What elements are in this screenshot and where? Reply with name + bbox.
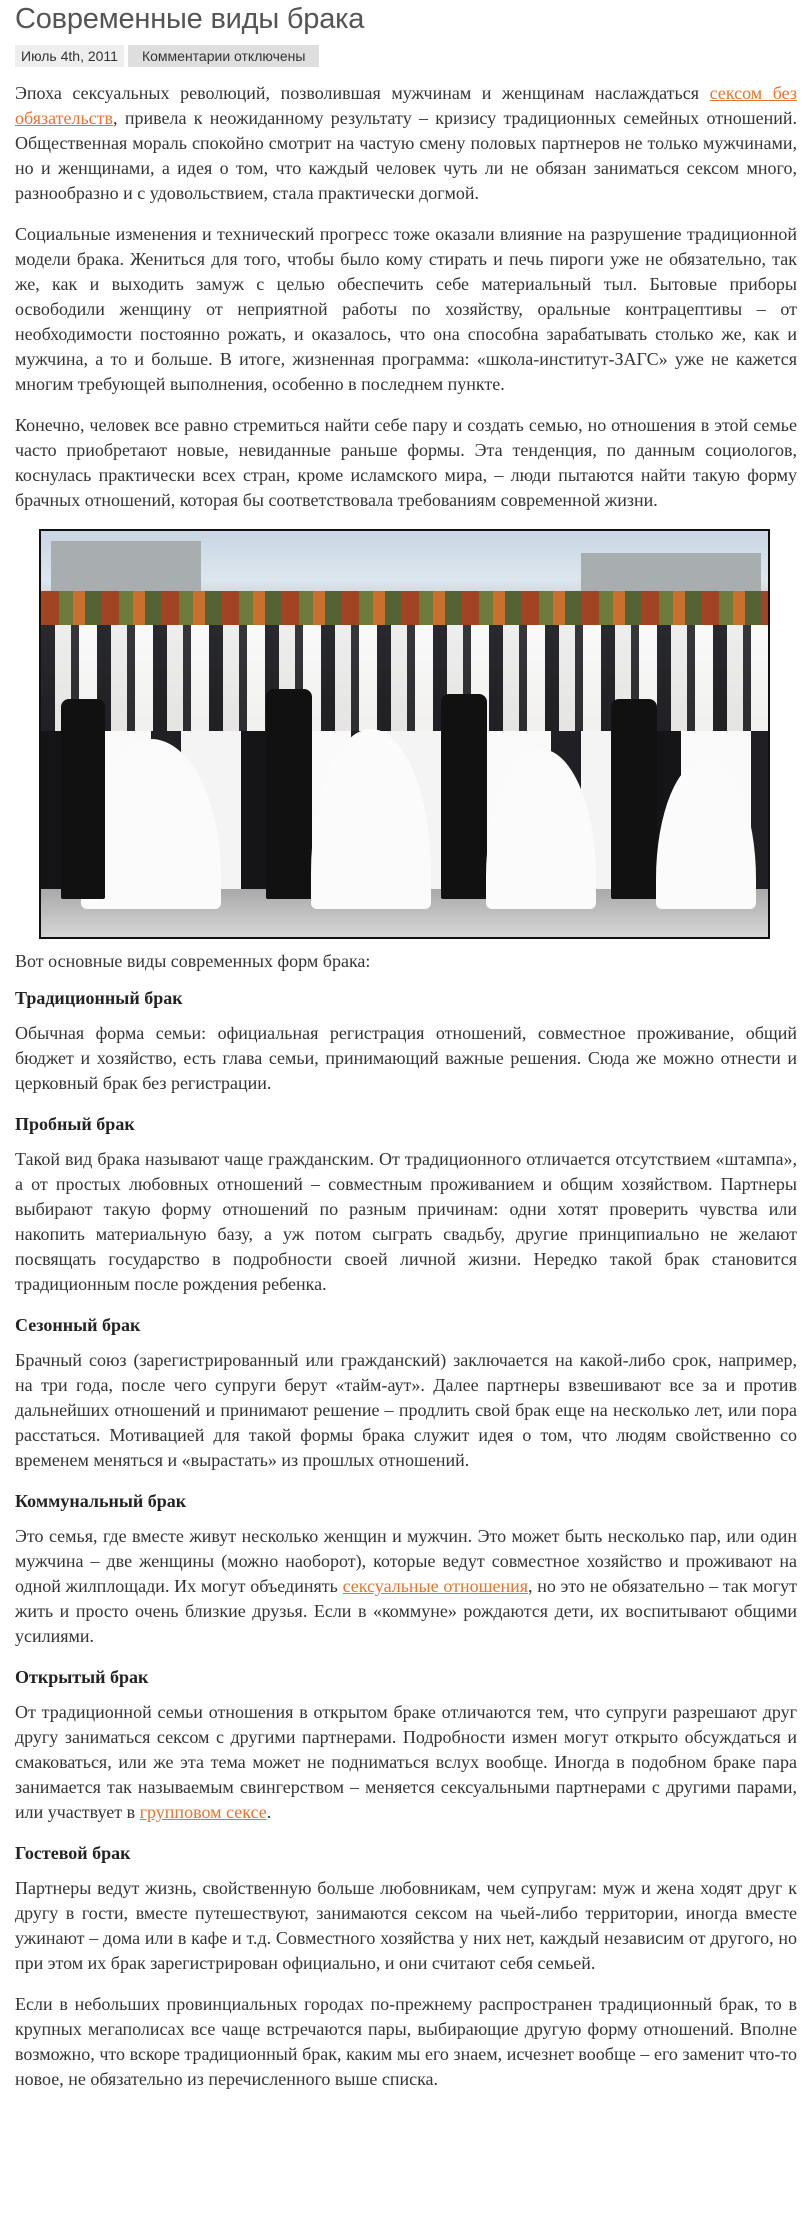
- list-intro: Вот основные виды современных форм брака:: [15, 951, 371, 971]
- section-heading: Открытый брак: [15, 1667, 149, 1687]
- closing-paragraph: Если в небольших провинциальных городах по-прежнему распространен традиционный брак, то в крупных мегаполисах все чаще встречаются пары, выбирающие другую форму отношений. Вполне возможно, что вскоре традиционный брак, каким мы его знаем, исчезнет вообще – его заменит что-то новое, не обязательно из перечисленного выше списка.: [15, 1994, 797, 2089]
- section-text: Брачный союз (зарегистрированный или гражданский) заключается на какой-либо срок, например, на три года, после чего супруги берут «тайм-аут». Далее партнеры взвешивают все за и против дальнейших отношений и принимают решение – продлить свой брак еще на несколько лет, или пора расстаться. Мотивацией для такой формы брака служит идея о том, что людям свойственно со временем меняться и «вырастать» из прошлых отношений.: [15, 1350, 797, 1470]
- paragraph-text: Эпоха сексуальных революций, позволившая мужчинам и женщинам наслаждаться: [15, 83, 710, 103]
- section-text: Такой вид брака называют чаще гражданским. От традиционного отличается отсутствием «штампа», а от простых любовных отношений – совместным проживанием и общим хозяйством. Партнеры выбирают такую форму отношений по разным причинам: одни хотят проверить чувства или накопить материальную базу, а уж потом сыграть свадьбу, другие принципиально не желают посвящать государство в подробности своей личной жизни. Нередко такой брак становится традиционным после рождения ребенка.: [15, 1149, 797, 1294]
- page-title: Современные виды брака: [15, 3, 365, 35]
- paragraph-text: Это семья, где вместе живут несколько женщин и мужчин. Это может быть несколько пар, или один мужчина – две женщины (можно наоборот), которые ведут совместное хозяйство и проживают на одной жилплощади. Их могут объединять: [15, 1526, 797, 1596]
- section-text: [15, 1700, 797, 1825]
- sexual-relations-link[interactable]: сексуальные отношения: [342, 1576, 529, 1596]
- suit-shape: [266, 689, 312, 899]
- section-text: Обычная форма семьи: официальная регистрация отношений, совместное проживание, общий бюджет и хозяйство, есть глава семьи, принимающий важные решения. Сюда же можно отнести и церковный брак без регистрации.: [15, 1023, 797, 1093]
- section-heading: Гостевой брак: [15, 1843, 131, 1863]
- section-heading: Традиционный брак: [15, 988, 183, 1008]
- section-open: [15, 1665, 797, 1825]
- building-shape: [51, 541, 201, 596]
- section-communal: [15, 1489, 797, 1649]
- suit-shape: [611, 699, 657, 899]
- section-heading: Пробный брак: [15, 1114, 135, 1134]
- section-trial: [15, 1112, 797, 1297]
- section-text: Партнеры ведут жизнь, свойственную больше любовникам, чем супругам: муж и жена ходят друг к другу в гости, вместе путешествуют, занимаются сексом на чьей-либо территории, иногда вместе ужинают – дома или в кафе и т.д. Совместного хозяйства у них нет, каждый независим от другого, но при этом их брак зарегистрирован официально, и они считают себя семьей.: [15, 1878, 797, 1973]
- group-sex-link[interactable]: групповом сексе: [139, 1802, 267, 1822]
- suit-shape: [441, 694, 487, 899]
- section-heading: Коммунальный брак: [15, 1491, 187, 1511]
- marriage-types-list: [15, 986, 797, 1976]
- section-heading: Сезонный брак: [15, 1315, 141, 1335]
- trees-shape: [41, 591, 768, 625]
- paragraph-text: , привела к неожиданному результату – кризису традиционных семейных отношений. Общественная мораль спокойно смотрит на частую смену половых партнеров не только мужчинами, но и женщинами, а идея о том, что каждый человек чуть ли не обязан заниматься сексом много, разнообразно и с удовольствием, стала практически догмой.: [15, 108, 797, 203]
- section-text: [15, 1524, 797, 1649]
- paragraph-text: .: [266, 1802, 272, 1822]
- paragraph-text: , но это не обязательно – так могут жить и просто очень близкие друзья. Если в «коммуне» рождаются дети, их воспитывают общими усилиями.: [15, 1576, 797, 1646]
- sex-without-obligations-link[interactable]: сексом без обязательств: [15, 83, 797, 128]
- suit-shape: [61, 699, 105, 899]
- section-seasonal: [15, 1313, 797, 1473]
- post-date: Июль 4th, 2011: [15, 45, 124, 67]
- article: [15, 0, 797, 2092]
- section-guest: [15, 1841, 797, 1976]
- post-meta: [15, 45, 797, 67]
- section-traditional: [15, 986, 797, 1096]
- intro-paragraph-3: Конечно, человек все равно стремиться найти себе пару и создать семью, но отношения в этой семье часто приобретают новые, невиданные раньше формы. Эта тенденция, по данным социологов, коснулась практически всех стран, кроме исламского мира, – люди пытаются найти такую форму брачных отношений, которая бы соответствовала требованиям современной жизни.: [15, 415, 797, 510]
- intro-paragraph-2: Социальные изменения и технический прогресс тоже оказали влияние на разрушение традиционной модели брака. Жениться для того, чтобы было кому стирать и печь пироги уже не обязательно, так же, как и выходить замуж с целью обеспечить себе материальный тыл. Бытовые приборы освободили женщину от неприятной работы по хозяйству, оральные контрацептивы – от необходимости постоянно рожать, и оказалось, что она способна зарабатывать столько же, как и мужчина, а то и больше. В итоге, жизненная программа: «школа-институт-ЗАГС» уже не кажется многим требующей выполнения, особенно в последнем пункте.: [15, 224, 797, 394]
- comments-status: Комментарии отключены: [128, 45, 319, 67]
- mass-wedding-photo: [39, 529, 770, 939]
- intro-paragraph-1: [15, 81, 797, 206]
- paragraph-text: От традиционной семьи отношения в открытом браке отличаются тем, что супруги разрешают друг другу заниматься сексом с другими партнерами. Подробности измен могут открыто обсуждаться и смаковаться, или же эта тема может не подниматься вслух вообще. Иногда в подобном браке пара занимается так называемым свингерством – меняется сексуальными партнерами с другими парами, или участвует в: [15, 1702, 797, 1822]
